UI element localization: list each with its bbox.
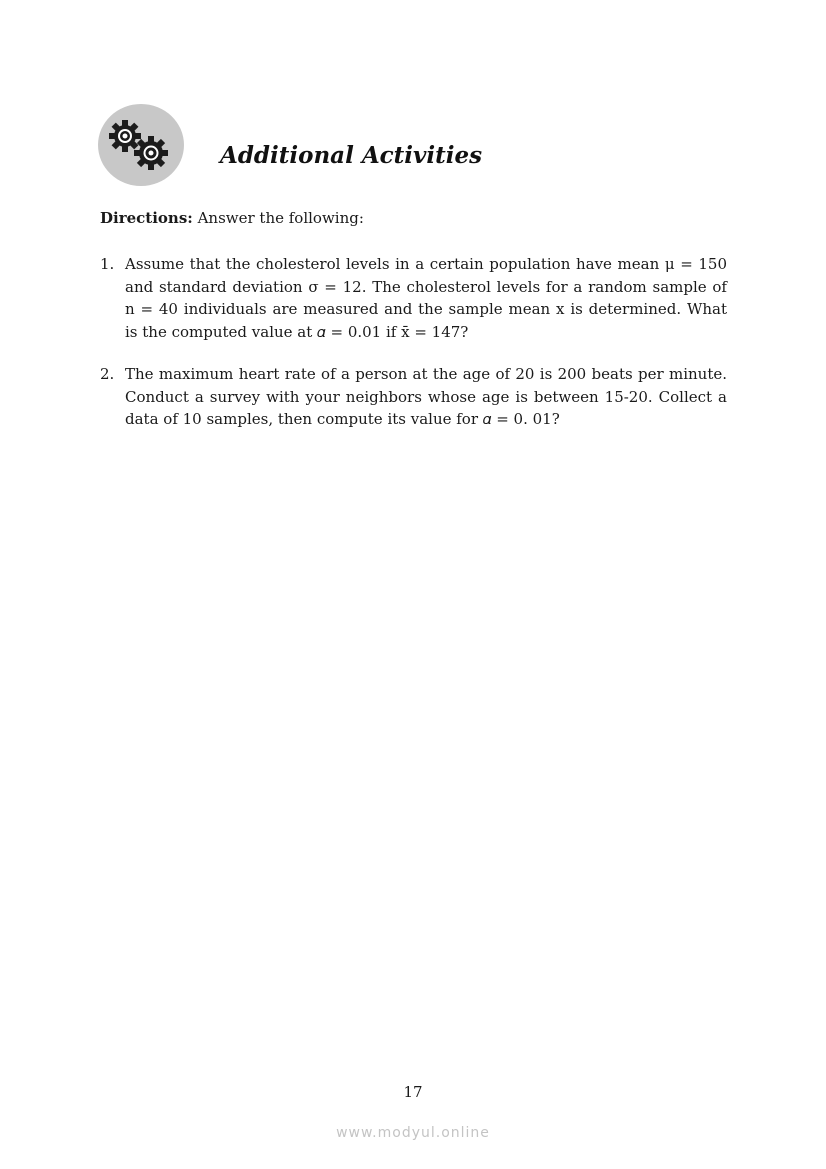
- question-number: 2.: [100, 365, 115, 383]
- page-number: 17: [403, 1083, 423, 1101]
- question-list: [100, 253, 727, 451]
- section-header: [98, 104, 698, 186]
- question-text: The maximum heart rate of a person at the age of 20 is 200 beats per minute. Conduct a survey with your neighbors whose age is between 15-20. Collect a data of 10 samples, then compute its value for 𝛼 = 0. 01?: [125, 365, 727, 428]
- directions-text: Answer the following:: [192, 209, 364, 227]
- section-title: Additional Activities: [220, 142, 483, 169]
- directions: [100, 207, 364, 229]
- question-item: [100, 363, 727, 431]
- watermark: www.modyul.online: [336, 1125, 490, 1141]
- directions-label: Directions:: [100, 209, 193, 227]
- question-number: 1.: [100, 255, 115, 273]
- gears-icon: [98, 104, 184, 186]
- question-item: [100, 253, 727, 343]
- question-text: Assume that the cholesterol levels in a certain population have mean μ = 150 and standard deviation σ = 12. The cholesterol levels for a random sample of n = 40 individuals are measured and the sample mean x is determined. What is the computed value at 𝛼 = 0.01 if x̄ = 147?: [125, 255, 727, 341]
